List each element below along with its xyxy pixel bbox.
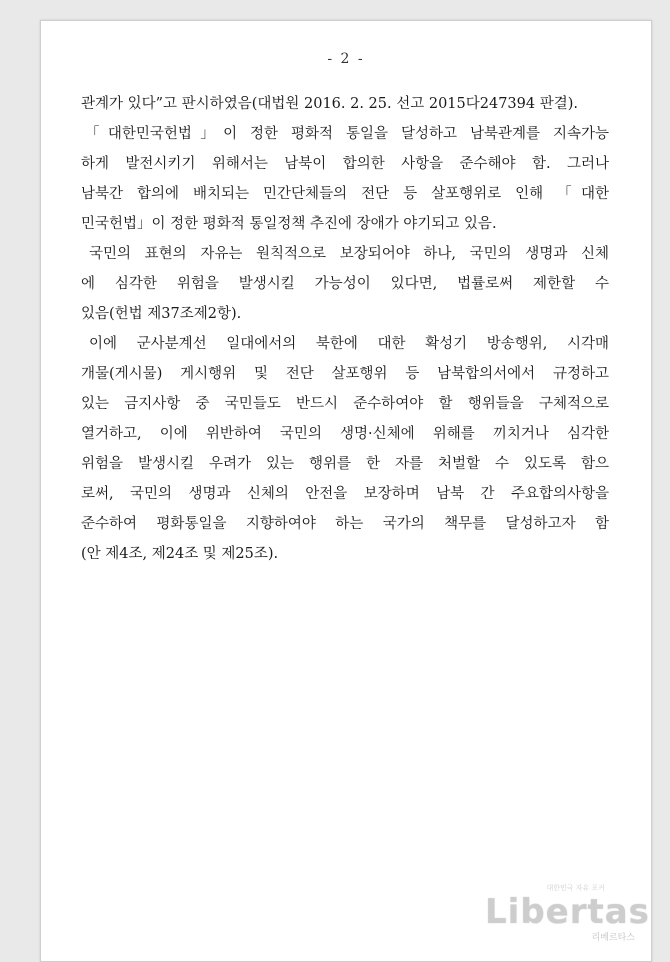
paragraph-line: 개물(게시물) 게시행위 및 전단 살포행위 등 남북합의서에서 규정하고 [81, 366, 609, 382]
paragraph-line: 국민의 표현의 자유는 원칙적으로 보장되어야 하나, 국민의 생명과 신체 [89, 246, 609, 262]
paragraph-line: 있음(헌법 제37조제2항). [81, 306, 242, 322]
watermark-subtitle: 리베르타스 [591, 933, 635, 943]
paragraph-line: 「대한민국헌법」이 정한 평화적 통일을 달성하고 남북관계를 지속가능 [85, 126, 609, 142]
document-body [81, 89, 609, 569]
paragraph-line: 위험을 발생시킬 우려가 있는 행위를 한 자를 처벌할 수 있도록 함으 [81, 456, 609, 472]
paragraph-line: 있는 금지사항 중 국민들도 반드시 준수하여야 할 행위들을 구체적으로 [81, 396, 609, 412]
page-number: - 2 - [327, 51, 365, 67]
paragraph-line: 로써, 국민의 생명과 신체의 안전을 보장하며 남북 간 주요합의사항을 [81, 486, 609, 502]
paragraph-line: 민국헌법」이 정한 평화적 통일정책 추진에 장애가 야기되고 있음. [81, 216, 497, 232]
watermark-tagline: 대한민국 자유 포커 [546, 884, 605, 892]
paragraph-line: 열거하고, 이에 위반하여 국민의 생명·신체에 위해를 끼치거나 심각한 [81, 426, 609, 442]
document-page [40, 20, 652, 962]
watermark-logo: Libertas [485, 892, 650, 932]
paragraph-line: 이에 군사분계선 일대에서의 북한에 대한 확성기 방송행위, 시각매 [89, 336, 609, 352]
paragraph-line: 준수하여 평화통일을 지향하여야 하는 국가의 책무를 달성하고자 함 [81, 516, 609, 532]
paragraph-line: 관계가 있다”고 판시하였음(대법원 2016. 2. 25. 선고 2015다247394 판결). [81, 96, 578, 112]
paragraph-line: 남북간 합의에 배치되는 민간단체들의 전단 등 살포행위로 인해 「대한 [81, 186, 609, 202]
libertas-watermark [485, 883, 650, 943]
paragraph-line: 하게 발전시키기 위해서는 남북이 합의한 사항을 준수해야 함. 그러나 [81, 156, 609, 172]
paragraph-line: 에 심각한 위험을 발생시킬 가능성이 있다면, 법률로써 제한할 수 [81, 276, 609, 292]
paragraph-line: (안 제4조, 제24조 및 제25조). [81, 546, 279, 562]
